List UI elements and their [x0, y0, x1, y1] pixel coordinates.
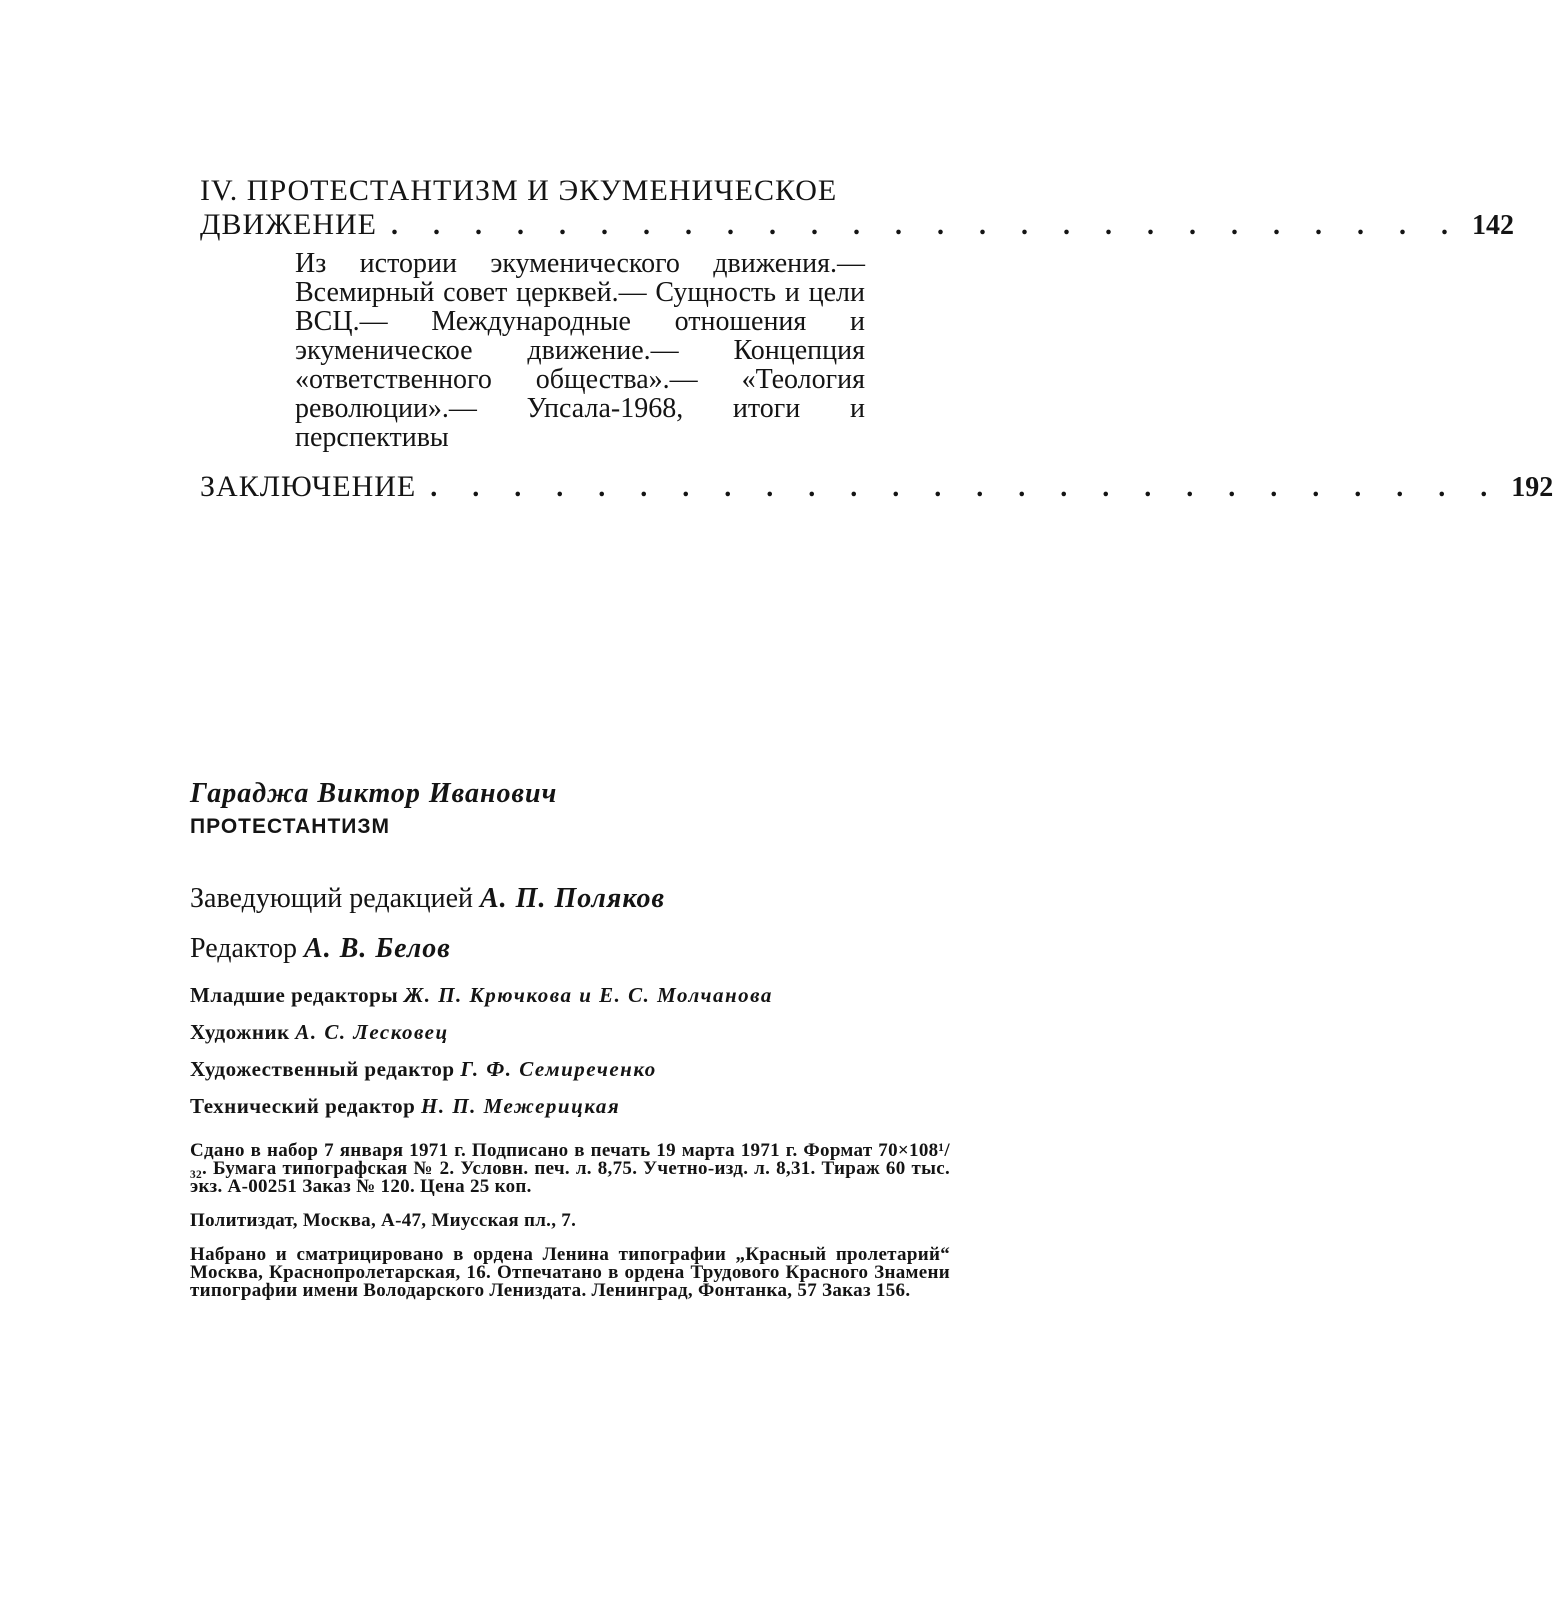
artist-role: Художник — [190, 1020, 290, 1044]
toc-chapter4-description: Из истории экуменического движения.— Всемирный совет церквей.— Сущность и цели ВСЦ.— Международные отношения и экуменическое движение.— Концепция «ответственного общества».— «Теология революции».— Упсала-1968, итоги и перспективы — [295, 248, 865, 453]
toc-chapter4-title-line2: ДВИЖЕНИЕ — [200, 208, 377, 241]
author-name: Гараджа Виктор Иванович — [190, 778, 558, 809]
head-editor-credit — [190, 882, 950, 916]
head-editor-role: Заведующий редакцией — [190, 883, 473, 914]
art-editor-role: Художественный редактор — [190, 1057, 455, 1081]
editor-credit — [190, 932, 950, 966]
toc-chapter4-page: 142 — [1472, 210, 1514, 241]
editor-name: А. В. Белов — [304, 933, 451, 964]
art-editor-name: Г. Ф. Семиреченко — [460, 1057, 657, 1081]
toc-conclusion-page: 192 — [1511, 472, 1553, 503]
artist-credit — [190, 1019, 950, 1046]
junior-editors-role: Младшие редакторы — [190, 983, 399, 1007]
art-editor-credit — [190, 1056, 950, 1083]
printing-details: Набрано и сматрицировано в ордена Ленина типографии „Красный пролетарий“ Москва, Краснопролетарская, 16. Отпечатано в ордена Трудового Красного Знамени типографии имени Володарского Лениздата. Ленинград, Фонтанка, 57 Заказ 156. — [190, 1244, 950, 1301]
toc-chapter4-title-line1: IV. ПРОТЕСТАНТИЗМ И ЭКУМЕНИЧЕСКОЕ — [200, 174, 838, 207]
production-details: Сдано в набор 7 января 1971 г. Подписано в печать 19 марта 1971 г. Формат 70×108¹/₃₂. Бумага типографская № 2. Условн. печ. л. 8,75. Учетно-изд. л. 8,31. Тираж 60 тыс. экз. А-00251 Заказ № 120. Цена 25 коп. — [190, 1140, 950, 1197]
toc-leader-dots: . . . . . . . . . . . . . . . . . . . . . . . . . . — [430, 472, 1502, 503]
toc-conclusion-title: ЗАКЛЮЧЕНИЕ — [200, 470, 417, 503]
toc-leader-dots: . . . . . . . . . . . . . . . . . . . . . . . . . . — [391, 210, 1462, 241]
tech-editor-name: Н. П. Межерицкая — [421, 1094, 621, 1118]
artist-name: А. С. Лесковец — [295, 1020, 449, 1044]
toc-chapter4-row — [200, 208, 1514, 243]
tech-editor-credit — [190, 1093, 950, 1120]
junior-editors-credit — [190, 982, 950, 1009]
head-editor-name: А. П. Поляков — [479, 883, 665, 914]
editor-role: Редактор — [190, 933, 298, 964]
tech-editor-role: Технический редактор — [190, 1094, 416, 1118]
book-title: ПРОТЕСТАНТИЗМ — [190, 815, 391, 838]
publisher-address: Политиздат, Москва, А-47, Миусская пл., 7. — [190, 1210, 577, 1231]
toc-conclusion-row — [200, 470, 1553, 505]
table-of-contents — [200, 174, 1553, 505]
junior-editors-names: Ж. П. Крючкова и Е. С. Молчанова — [403, 983, 773, 1007]
imprint-block — [190, 776, 950, 1300]
